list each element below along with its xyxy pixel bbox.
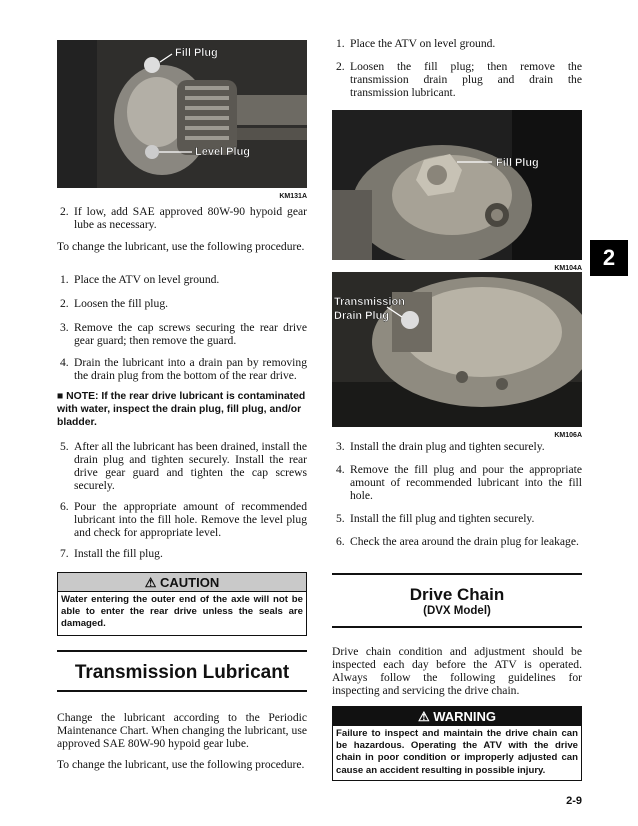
step-text: Place the ATV on level ground. (74, 273, 220, 286)
section-rule-bottom (57, 690, 307, 692)
step-text: Install the fill plug. (74, 547, 163, 560)
step-item (60, 297, 307, 310)
caution-title: ⚠ CAUTION (58, 573, 306, 592)
step-number: 4. (336, 463, 345, 476)
step-number: 6. (60, 500, 69, 513)
step-item (336, 463, 582, 502)
step-text: Install the drain plug and tighten securely. (350, 440, 545, 453)
figure-id-km106a: KM106A (554, 432, 582, 439)
drive-chain-paragraph: Drive chain condition and adjustment should be inspected each day before the ATV is operated. Always follow the following guidelines for inspecting and servicing the drive chain. (332, 645, 582, 697)
caution-box (57, 572, 307, 636)
photo-rear-drive-fill-level-plug (57, 40, 307, 188)
section-title-drive-chain: Drive Chain (409, 585, 505, 604)
step-number: 5. (336, 512, 345, 525)
photo-transmission-fill-plug (332, 110, 582, 260)
step-text: After all the lubricant has been drained, install the drain plug and tighten securely. Install the rear drive gear guard and tighten the cap screws securely. (74, 440, 307, 492)
step-number: 3. (60, 321, 69, 334)
step-text: Remove the fill plug and pour the appropriate amount of recommended lubricant into the fill hole. (350, 463, 582, 502)
photo-transmission-drain-plug (332, 272, 582, 427)
step-item (336, 512, 582, 525)
step-text: Place the ATV on level ground. (350, 37, 496, 50)
figure-id-km131a: KM131A (279, 193, 307, 200)
callout-fill-plug: Fill Plug (496, 157, 539, 169)
step-item (60, 547, 307, 560)
chapter-tab: 2 (590, 240, 628, 276)
warning-title: ⚠ WARNING (333, 707, 581, 726)
callout-drain-plug: Drain Plug (334, 310, 390, 322)
step-text: If low, add SAE approved 80W-90 hypoid gear lube as necessary. (74, 205, 307, 231)
step-text: Remove the cap screws securing the rear drive gear guard; then remove the guard. (74, 321, 307, 347)
step-item (60, 273, 307, 286)
page-number: 2-9 (566, 795, 582, 807)
step-item (336, 440, 582, 453)
warning-body: Failure to inspect and maintain the drive chain can be hazardous. Operating the ATV with the drive chain in poor condition or improperly adjusted can cause an accident resulting in possible injury. (336, 728, 578, 776)
step-item (336, 60, 582, 99)
step-text: Install the fill plug and tighten securely. (350, 512, 535, 525)
callout-fill-plug: Fill Plug (175, 47, 218, 59)
section-rule-top (57, 650, 307, 652)
step-number: 2. (336, 60, 345, 73)
step-item (60, 356, 307, 382)
caution-body: Water entering the outer end of the axle will not be able to enter the rear drive unless the seals are damaged. (61, 594, 303, 630)
section-subtitle-dvx-model: (DVX Model) (423, 605, 491, 617)
step-text: Check the area around the drain plug for leakage. (350, 535, 579, 548)
transmission-paragraph: Change the lubricant according to the Periodic Maintenance Chart. When changing the lubricant, use approved SAE 80W-90 hypoid gear lube. (57, 711, 307, 750)
step-item (60, 205, 307, 231)
note-contamination: ■ NOTE: If the rear drive lubricant is contaminated with water, inspect the drain plug, fill plug, and/or bladder. (57, 391, 306, 428)
section-title-transmission-lubricant: Transmission Lubricant (74, 662, 290, 683)
step-text: Pour the appropriate amount of recommended lubricant into the fill hole. Remove the level plug and check for appropriate level. (74, 500, 307, 539)
step-item (60, 321, 307, 347)
section-rule-bottom (332, 626, 582, 628)
step-number: 2. (60, 205, 69, 218)
callout-transmission: Transmission (334, 296, 405, 308)
step-number: 1. (60, 273, 69, 286)
step-number: 3. (336, 440, 345, 453)
section-rule-top (332, 573, 582, 575)
step-text: Loosen the fill plug; then remove the transmission drain plug and drain the transmission lubricant. (350, 60, 582, 99)
step-item (60, 440, 307, 492)
step-number: 1. (336, 37, 345, 50)
step-number: 6. (336, 535, 345, 548)
figure-id-km104a: KM104A (554, 265, 582, 272)
intro-paragraph: To change the lubricant, use the following procedure. (57, 240, 305, 253)
step-item (336, 535, 582, 548)
step-text: Loosen the fill plug. (74, 297, 169, 310)
step-item (336, 37, 582, 50)
warning-box (332, 706, 582, 781)
step-number: 2. (60, 297, 69, 310)
step-number: 7. (60, 547, 69, 560)
step-item (60, 500, 307, 539)
callout-level-plug: Level Plug (195, 146, 251, 158)
step-number: 5. (60, 440, 69, 453)
transmission-intro-paragraph: To change the lubricant, use the following procedure. (57, 758, 305, 771)
step-number: 4. (60, 356, 69, 369)
step-text: Drain the lubricant into a drain pan by removing the drain plug from the bottom of the rear drive. (74, 356, 307, 382)
